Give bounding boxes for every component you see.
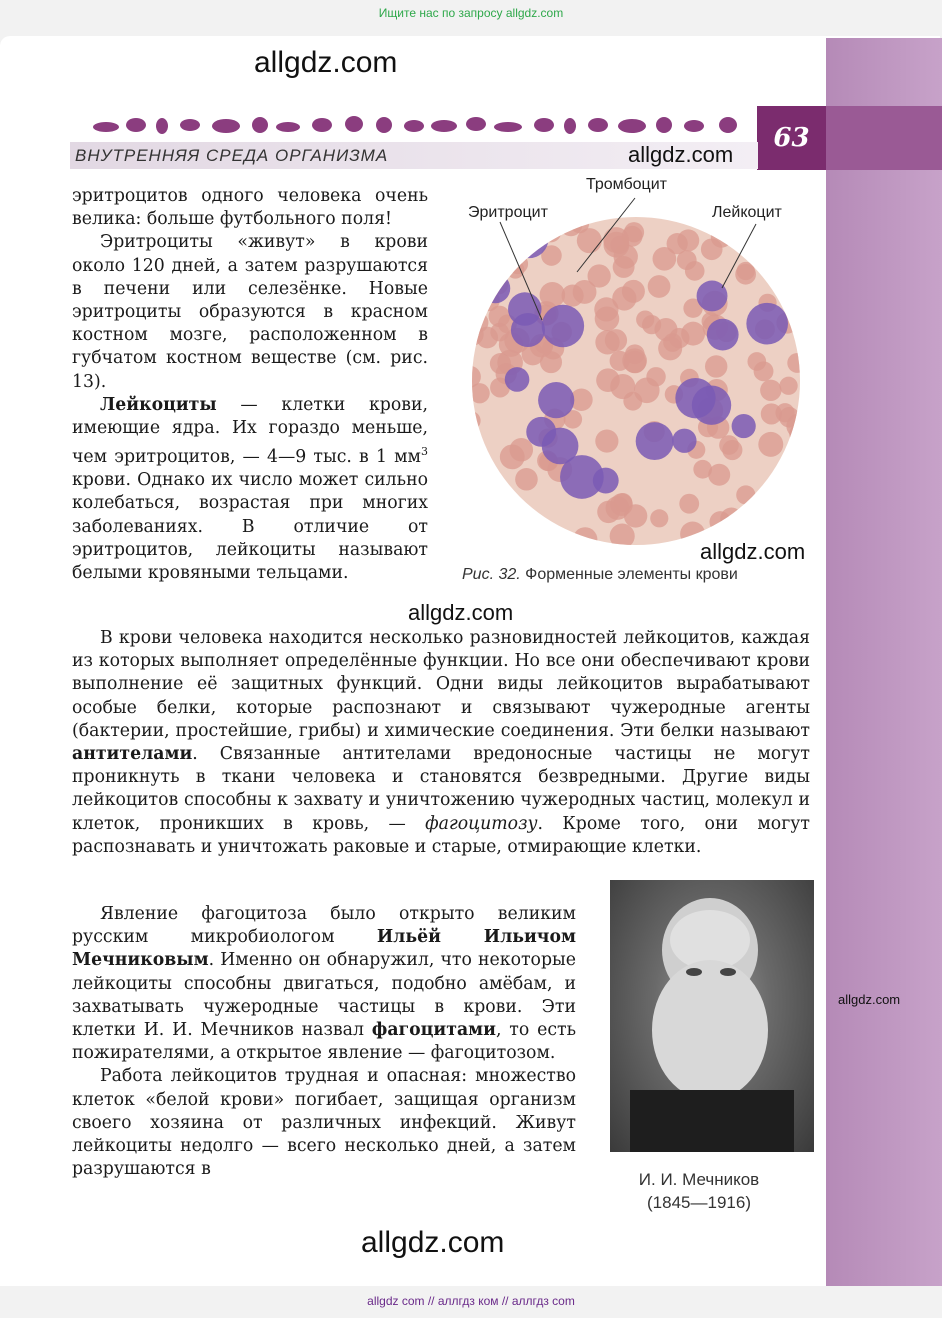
superscript: 3 [421,445,428,459]
caption-prefix: Рис. 32. [462,566,521,583]
term-phagocytosis: фагоцитозу [425,813,538,834]
erythrocyte-cell [760,380,781,401]
erythrocyte-cell [470,528,483,547]
erythrocyte-cell [719,435,739,455]
erythrocyte-cell [500,444,525,469]
erythrocyte-cell [778,467,802,492]
erythrocyte-cell [747,352,766,371]
lower-column [72,903,576,1181]
erythrocyte-cell [595,330,619,354]
erythrocyte-cell [705,355,727,377]
erythrocyte-cell [779,377,797,395]
text-run: — клетки крови, имеющие ядра. Их гораздо меньше, чем эритроцитов, — 4—9 тыс. в 1 мм [72,394,428,467]
label-thrombocyte: Тромбоцит [586,176,667,193]
label-pointers [460,180,810,330]
leukocyte-cell [732,414,756,438]
portrait-name: И. И. Мечников [638,1170,760,1189]
animal-silhouettes-decoration [92,112,742,138]
erythrocyte-cell [736,485,755,504]
page-sidebar [826,38,942,1286]
page-number: 63 [757,106,826,170]
term-mechnikov: Ильёй Ильичом Мечниковым [72,927,576,971]
paragraph-leukocytes [72,394,428,585]
leukocyte-cell [636,422,674,460]
erythrocyte-cell [610,374,635,399]
leukocyte-cell [560,455,604,499]
erythrocyte-cell [498,502,521,525]
erythrocyte-cell [490,353,511,374]
erythrocyte-cell [709,511,731,533]
watermark: allgdz.com [838,992,901,1007]
watermark: allgdz.com [361,1226,505,1259]
erythrocyte-cell [775,403,794,422]
erythrocyte-cell [754,519,775,540]
leukocyte-cell [526,417,556,447]
erythrocyte-cell [773,471,794,492]
watermark: allgdz.com [628,142,734,167]
erythrocyte-cell [474,514,500,540]
term-leukocytes: Лейкоциты [100,394,217,415]
erythrocyte-cell [758,432,783,457]
portrait-photo [610,880,814,1152]
text-run: крови. Однако их число может сильно колебаться, возрастая при многих заболеваниях. В отличие от эритроцитов, лейкоциты называют белыми кровяными тельцами. [72,470,428,584]
text-run: . Кроме того, они могут распознавать и уничтожать раковые и старые, отмирающие клетки. [72,813,810,857]
erythrocyte-cell [595,429,618,452]
erythrocyte-cell [485,495,508,518]
page-tab-strip [826,106,942,170]
top-note: Ищите нас по запросу allgdz.com [378,6,564,20]
erythrocyte-cell [613,493,632,512]
watermark: allgdz.com [700,539,806,564]
portrait-caption [612,1168,786,1214]
text-run: В крови человека находится несколько разновидностей лейкоцитов, каждая из которых выполняет определённые функции. Но все они обеспечивают крови выполнение её защитных функций. Одни виды лейкоцитов вырабатывают особые белки, которые распознают и связывают чужеродные агенты (бактерии, простейшие, грибы) и химические соединения. Эти белки называют [72,628,810,741]
erythrocyte-cell [634,378,660,404]
term-antibodies: антителами [72,744,193,765]
erythrocyte-cell [679,494,699,514]
portrait-years: (1845—1916) [647,1193,751,1212]
erythrocyte-cell [650,509,668,527]
full-width-text [72,627,810,859]
left-column [72,185,428,585]
erythrocyte-cell [693,460,712,479]
term-phagocytes: фагоцитами [371,1020,496,1041]
paragraph: Эритроциты «живут» в крови около 120 дней, а затем разрушаются в печени или селезёнке. Новые эритроциты образуются в красном костном мозге, расположенном в губчатом костном веществе (см. рис. 13). [72,232,428,392]
label-erythrocyte: Эритроцит [468,204,548,221]
leukocyte-cell [505,367,530,392]
leukocyte-cell [675,378,715,418]
text-run: Явление фагоцитоза было открыто великим русским микробиологом [72,904,576,948]
figure-caption [462,566,738,584]
erythrocyte-cell [624,351,646,373]
paragraph-antibodies [72,627,810,859]
erythrocyte-cell [511,509,534,532]
paragraph: Работа лейкоцитов трудная и опасная: множество клеток «белой крови» погибает, защищая организм своего хозяина от различных инфекций. Живут лейкоциты недолго — всего несколько дней, а затем разрушаются в [72,1066,576,1180]
leukocyte-cell [758,482,787,511]
erythrocyte-cell [788,485,802,509]
section-title: ВНУТРЕННЯЯ СРЕДА ОРГАНИЗМА [75,146,389,165]
text-run: . Связанные антителами вредоносные частицы не могут проникнуть в ткани человека и становятся безвредными. Другие виды лейкоцитов способны к захвату и уничтожению чужеродных частиц, молекул и клеток, проникших в кровь, — [72,744,810,834]
erythrocyte-cell [779,510,802,535]
footer-links: allgdz com // аллгдз ком // аллгдз com [367,1294,575,1308]
leukocyte-cell [538,382,574,418]
leukocyte-cell [672,429,696,453]
text-run: . Именно он обнаружил, что некоторые лейкоциты способны двигаться, подобно амёбам, и захватывать чужеродные частицы в крови. Эти клетки И. И. Мечников назвал [72,950,576,1041]
erythrocyte-cell [515,468,538,491]
caption-text: Форменные элементы крови [525,566,738,583]
erythrocyte-cell [470,455,484,477]
erythrocyte-cell [486,513,506,533]
portrait-silhouette [610,880,814,1152]
label-leukocyte: Лейкоцит [712,204,782,221]
paragraph: эритроцитов одного человека очень велика: больше футбольного поля! [72,186,428,230]
watermark: allgdz.com [254,46,398,79]
text-run: , то есть пожирателями, а открытое явление — фагоцитозом. [72,1020,576,1064]
paragraph-mechnikov [72,903,576,1065]
watermark: allgdz.com [408,600,514,625]
erythrocyte-cell [470,465,486,486]
